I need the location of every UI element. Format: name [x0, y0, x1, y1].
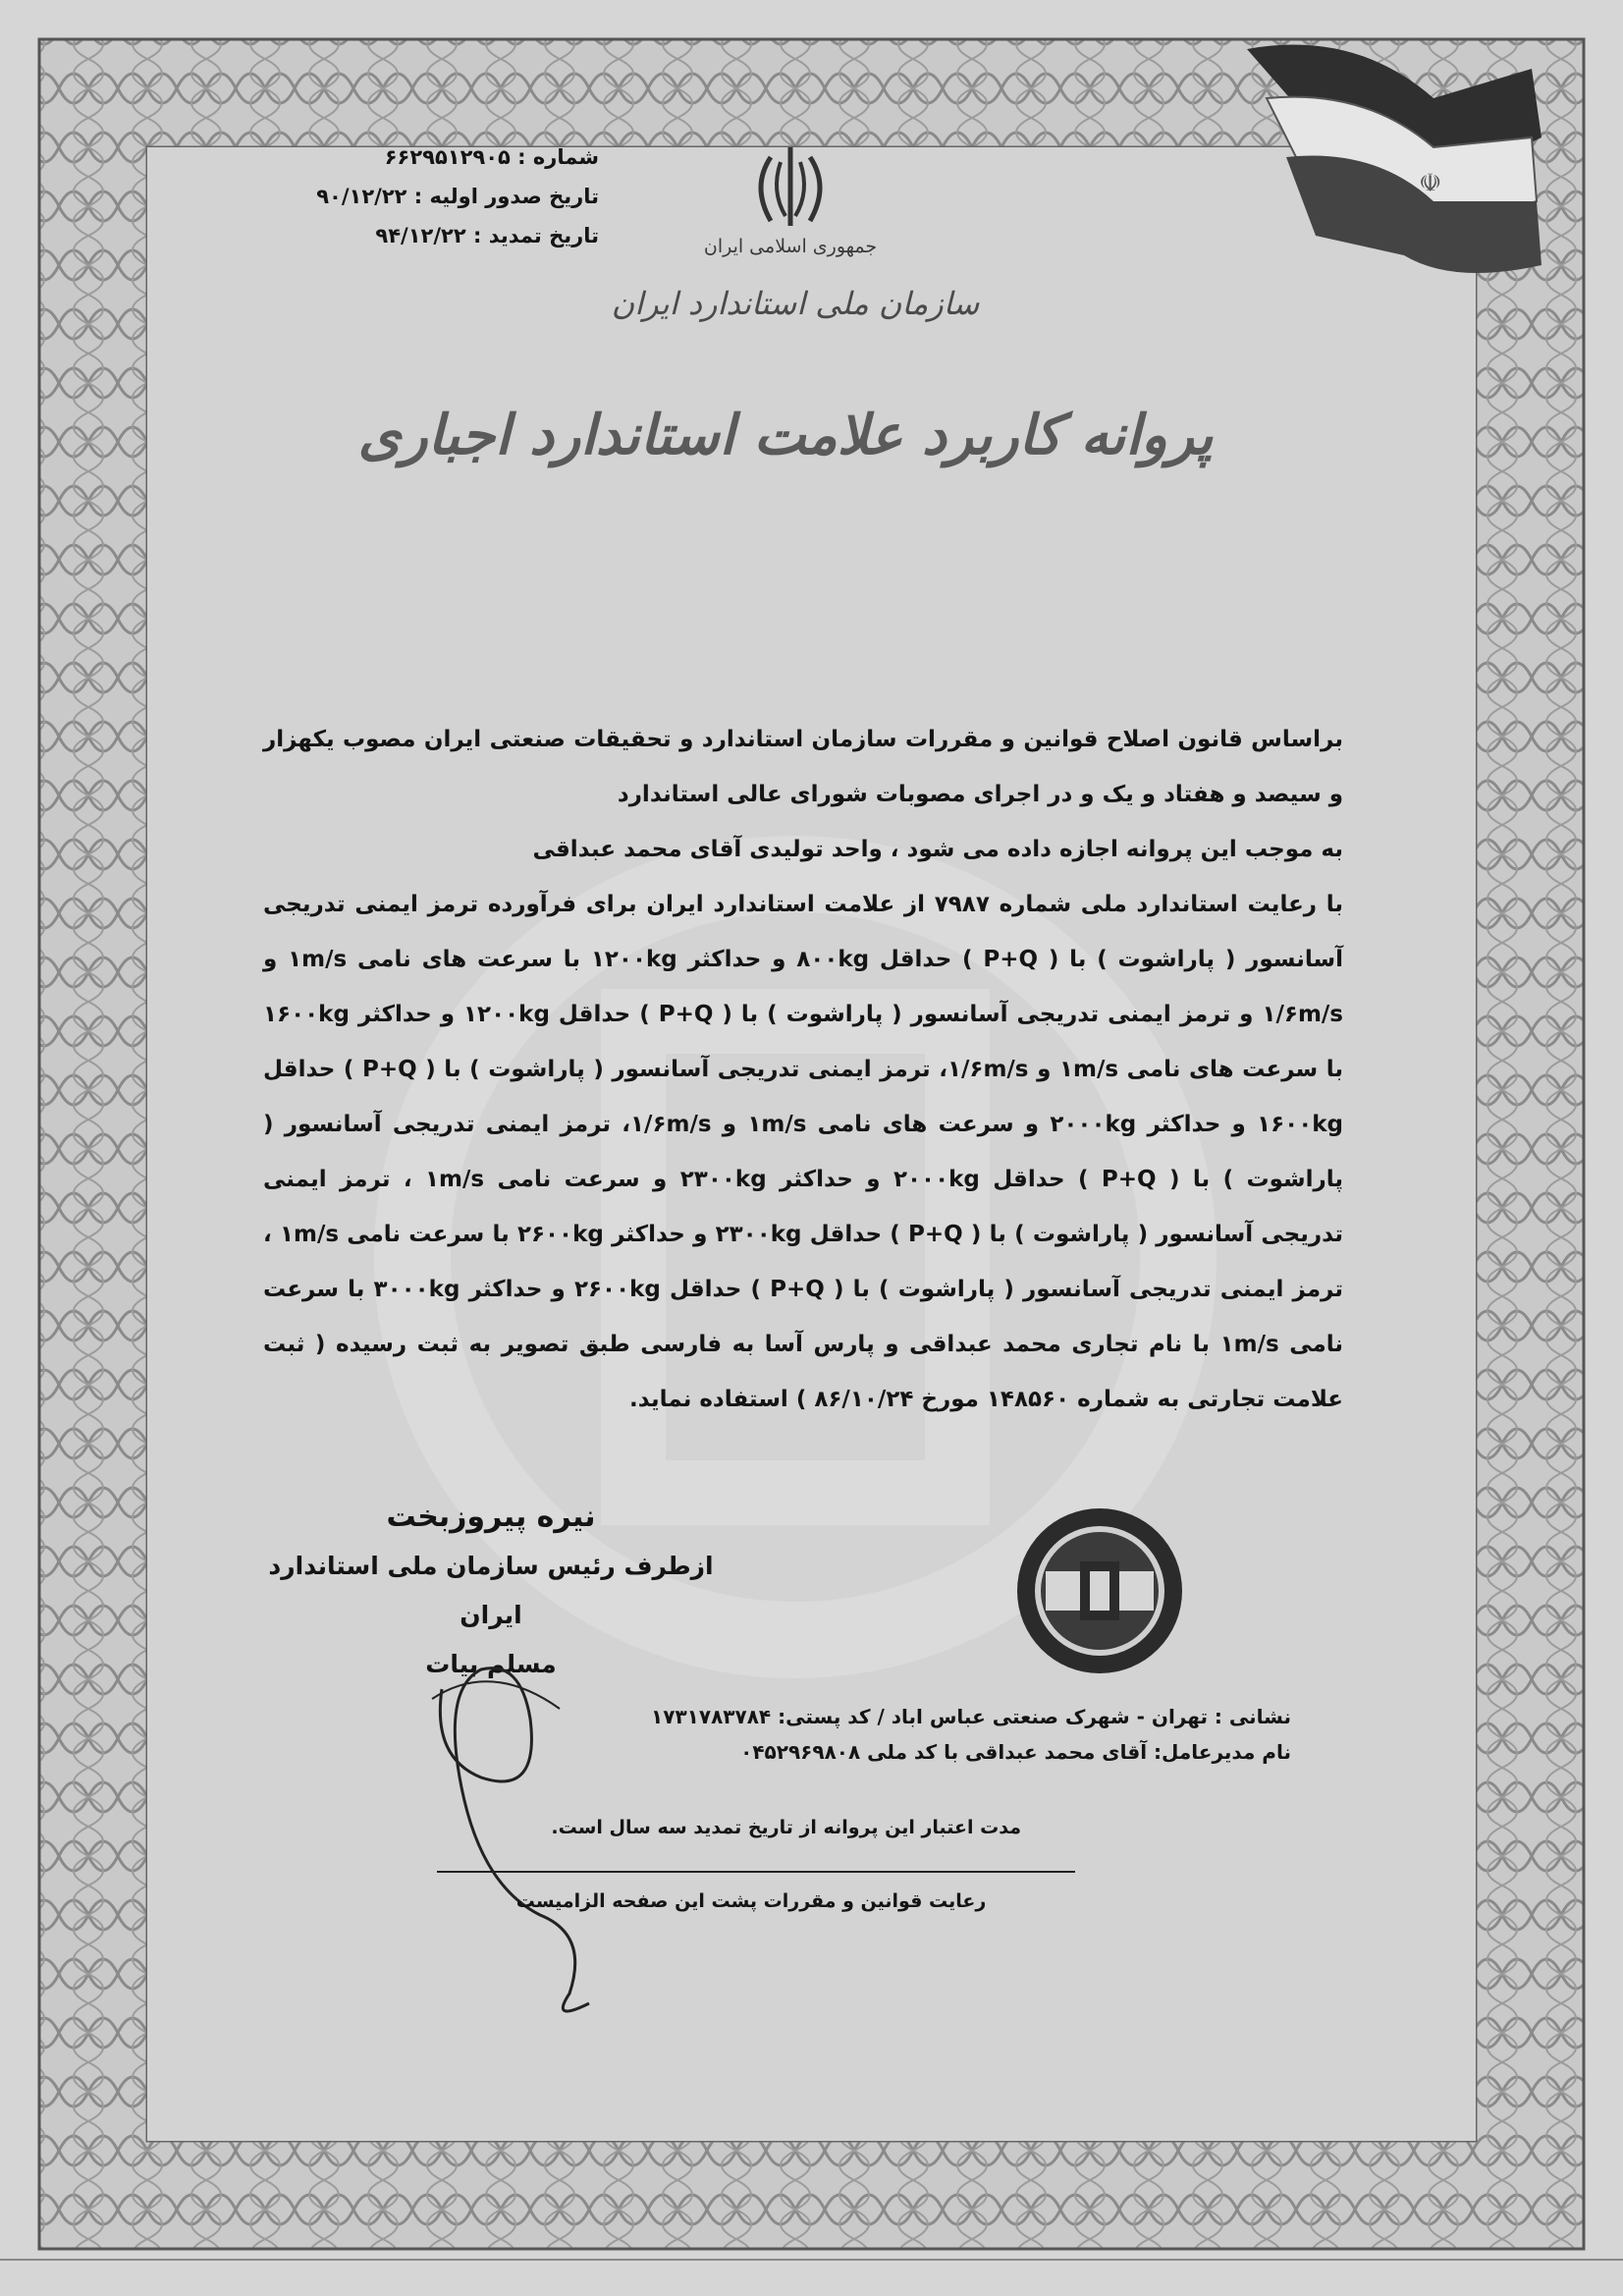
- signer-role: ازطرف رئیس سازمان ملی استاندارد ایران: [268, 1552, 714, 1629]
- validity-line: مدت اعتبار این پروانه از تاریخ تمدید سه سال است.: [551, 1817, 1021, 1838]
- certificate-meta: [285, 137, 599, 255]
- organization-name: سازمان ملی استاندارد ایران: [611, 285, 980, 322]
- republic-label: جمهوری اسلامی ایران: [703, 236, 878, 257]
- signer-name: نیره پیروزبخت: [386, 1500, 596, 1534]
- address-line: نشانی : تهران - شهرک صنعتی عباس اباد / کد پستی: ۱۷۳۱۷۸۳۷۸۴: [651, 1705, 1291, 1728]
- manager-line: نام مدیرعامل: آقای محمد عبداقی با کد ملی ۰۴۵۲۹۶۹۸۰۸: [740, 1740, 1291, 1764]
- divider-line: [437, 1871, 1075, 1873]
- issue-date: تاریخ صدور اولیه : ۹۰/۱۲/۲۲: [316, 185, 599, 208]
- certificate-title: پروانه کاربرد علامت استاندارد اجباری: [357, 403, 1214, 467]
- certificate-body: [263, 712, 1343, 1427]
- renewal-date: تاریخ تمدید : ۹۴/۱۲/۲۲: [375, 224, 599, 247]
- certificate-number: شماره : ۶۶۲۹۵۱۲۹۰۵: [384, 145, 599, 169]
- iran-emblem-icon: [741, 137, 839, 236]
- body-paragraph-grantee: به موجب این پروانه اجازه داده می شود ، واحد تولیدی آقای محمد عبداقی: [532, 837, 1343, 862]
- body-paragraph-legal-basis: براساس قانون اصلاح قوانین و مقررات سازمان استاندارد و تحقیقات صنعتی ایران مصوب یکهزار و سیصد و هفتاد و یک و در اجرای مصوبات شورای عالی استاندارد: [263, 727, 1343, 807]
- body-paragraph-products: با رعایت استاندارد ملی شماره ۷۹۸۷ از علامت استاندارد ایران برای فرآورده ترمز ایمنی تدریجی آسانسور ( پاراشوت ) با ( P+Q ) حداقل ۸۰۰kg و حداکثر ۱۲۰۰kg با سرعت های نامی ۱m/s و ۱/۶m/s و ترمز ایمنی تدریجی آسانسور ( پاراشوت ) با ( P+Q ) حداقل ۱۲۰۰kg و حداکثر ۱۶۰۰kg با سرعت های نامی ۱m/s و ۱/۶m/s، ترمز ایمنی تدریجی آسانسور ( پاراشوت ) با ( P+Q ) حداقل ۱۶۰۰kg و حداکثر ۲۰۰۰kg و سرعت های نامی ۱m/s و ۱/۶m/s، ترمز ایمنی تدریجی آسانسور ( پاراشوت ) با ( P+Q ) حداقل ۲۰۰۰kg و حداکثر ۲۳۰۰kg و سرعت نامی ۱m/s ، ترمز ایمنی تدریجی آسانسور ( پاراشوت ) با ( P+Q ) حداقل ۲۳۰۰kg و حداکثر ۲۶۰۰kg با سرعت نامی ۱m/s ، ترمز ایمنی تدریجی آسانسور ( پاراشوت ) با ( P+Q ) حداقل ۲۶۰۰kg و حداکثر ۳۰۰۰kg با سرعت نامی ۱m/s با نام تجاری محمد عبداقی و پارس آسا به فارسی طبق تصویر به ثبت رسیده ( ثبت علامت تجارتی به شماره ۱۴۸۵۶۰ مورخ ۸۶/۱۰/۲۴ ) استفاده نماید.: [263, 892, 1344, 1412]
- signer-sub: مسلم بیات: [425, 1650, 557, 1678]
- footer-info: [491, 1699, 1291, 1770]
- handwritten-signature: [422, 1542, 638, 2033]
- official-seal-icon: [1011, 1503, 1188, 1679]
- svg-text:☫: ☫: [1419, 169, 1442, 198]
- rules-note: رعایت قوانین و مقررات پشت این صفحه الزامیست: [515, 1890, 987, 1912]
- iran-flag-ribbon: [1208, 29, 1561, 324]
- scan-edge-line: [0, 2259, 1623, 2261]
